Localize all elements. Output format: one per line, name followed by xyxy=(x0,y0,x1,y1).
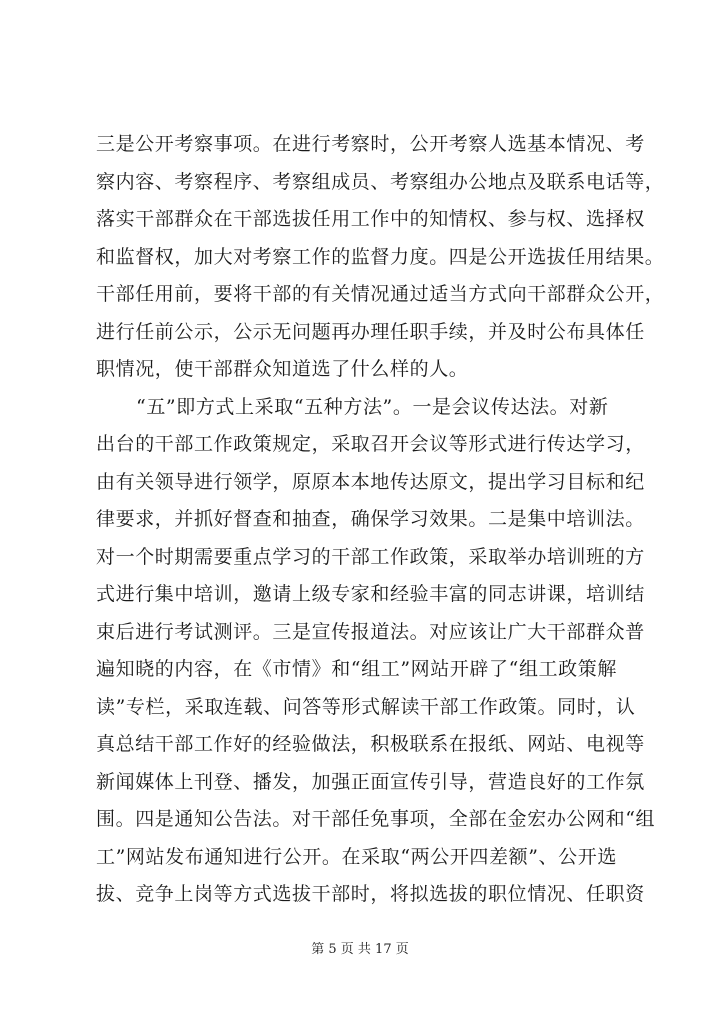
text-line: 干部任用前，要将干部的有关情况通过适当方式向干部群众公开， xyxy=(96,283,665,305)
text-line: 读”专栏，采取连载、问答等形式解读干部工作政策。同时，认 xyxy=(96,695,636,718)
text-line: 和监督权，加大对考察工作的监督力度。四是公开选拔任用结果。 xyxy=(96,245,665,268)
text-line: 进行任前公示，公示无问题再办理任职手续，并及时公布具体任 xyxy=(96,320,645,343)
text-line: 三是公开考察事项。在进行考察时，公开考察人选基本情况、考 xyxy=(96,133,645,155)
text-line: 围。四是通知公告法。对干部任免事项，全部在金宏办公网和“组 xyxy=(96,808,656,830)
page-number-footer: 第 5 页 共 17 页 xyxy=(311,942,409,957)
text-line: 职情况，使干部群众知道选了什么样的人。 xyxy=(96,358,469,380)
paragraph-start-line: “五”即方式上采取“五种方法”。一是会议传达法。对新 xyxy=(136,395,609,418)
text-line: 拔、竞争上岗等方式选拔干部时，将拟选拔的职位情况、任职资 xyxy=(96,883,645,905)
text-line: 新闻媒体上刊登、播发，加强正面宣传引导，营造良好的工作氛 xyxy=(96,770,645,793)
text-line: 对一个时期需要重点学习的干部工作政策，采取举办培训班的方 xyxy=(96,545,645,568)
text-line: 察内容、考察程序、考察组成员、考察组办公地点及联系电话等， xyxy=(96,170,665,193)
text-line: 真总结干部工作好的经验做法，积极联系在报纸、网站、电视等 xyxy=(96,733,645,755)
text-line: 束后进行考试测评。三是宣传报道法。对应该让广大干部群众普 xyxy=(96,620,645,643)
text-line: 式进行集中培训，邀请上级专家和经验丰富的同志讲课，培训结 xyxy=(96,583,645,605)
body-text xyxy=(96,126,665,914)
text-line: 遍知晓的内容，在《市情》和“组工”网站开辟了“组工政策解 xyxy=(96,658,617,680)
text-line: 由有关领导进行领学，原原本本地传达原文，提出学习目标和纪 xyxy=(96,470,645,493)
text-line: 律要求，并抓好督查和抽查，确保学习效果。二是集中培训法。 xyxy=(96,508,645,530)
text-line: 工”网站发布通知进行公开。在采取“两公开四差额”、公开选 xyxy=(96,845,617,868)
text-line: 落实干部群众在干部选拔任用工作中的知情权、参与权、选择权 xyxy=(96,208,645,230)
text-line: 出台的干部工作政策规定，采取召开会议等形式进行传达学习， xyxy=(96,433,645,455)
